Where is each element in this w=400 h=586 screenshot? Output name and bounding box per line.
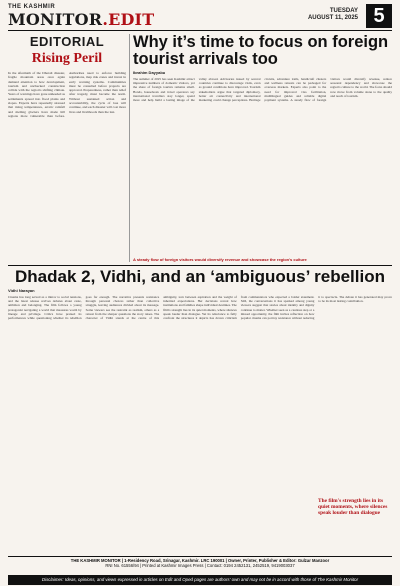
footer-divider: [8, 556, 392, 557]
page-number: 5: [366, 4, 392, 28]
brand-edit: .EDIT: [102, 10, 155, 29]
brand-main: MONITOR: [8, 10, 103, 29]
tourism-article: [133, 34, 392, 262]
brand-logo: [8, 10, 154, 29]
header-divider: [8, 30, 392, 31]
editorial-headline: Rising Peril: [31, 51, 103, 66]
section-divider: [8, 265, 392, 266]
tourism-body: The summer of 2025 has seen Kashmir attract impressive numbers of domestic visitors, yet the share of foreign tourists remains small. Hotels, houseboats and travel operators say international travellers stay longer, spend more and help build a lasting image of the valley abroad. Advisories issued by several countries continue to discourage visits, even as ground conditions have improved. Tourism stakeholders argue that targeted diplomacy, better air connectivity and international marketing could change perceptions. Heritage circuits, adventure trails, handicraft clusters and wellness retreats can be packaged for overseas markets. Experts also point to the need for improved visa facilitation, multilingual guides and reliable digital payment systems. A steady flow of foreign visitors would diversify revenue, reduce seasonal dependency and showcase the region's culture to the world. The focus should now move from volume alone to the quality and reach of tourism.: [133, 77, 392, 103]
footer-imprint: [8, 558, 392, 569]
editorial-body: In the aftermath of the Dharali disaster, fragile mountain areas once again demand attention to how development, tourism and unchecked construction collide with the region's shifting climate. Years of warnings have gone unheeded as settlements spread into flood plains and slopes. Experts have repeatedly stressed that rising temperatures, erratic rainfall and melting glaciers have made hill regions more vulnerable than before. Authorities need to enforce building regulations, map risk zones and invest in early warning systems. Communities must be consulted before projects are approved. Preparedness, rather than relief after tragedy, must become the norm. Without sustained action and accountability, the cycle of loss will continue, and each disaster will cost more lives and livelihoods than the last.: [8, 71, 126, 118]
issue-date-text: AUGUST 11, 2025: [307, 15, 358, 21]
tourism-highlight: A steady flow of foreign visitors would diversify revenue and showcase the region's culture: [133, 257, 307, 262]
disclaimer-bar: Disclaimer: Ideas, opinions, and views expressed in articles on Edit and Oped pages are authors' own and may not be in accord with those of The Kashmir Monitor: [8, 575, 392, 585]
masthead: [8, 4, 392, 30]
footer-line1: THE KASHMIR MONITOR | 1-Residency Road, Srinagar, Kashmir. LRC 190001 | Owner, Printer, Publisher & Editor: Gulzar Manzoor: [70, 558, 330, 563]
issue-date: [288, 8, 358, 22]
tourism-headline: Why it’s time to focus on foreign tourist arrivals too: [133, 33, 389, 68]
tourism-byline: Ibrahim Dayyabu: [133, 70, 166, 75]
film-byline: Vidhi Narayan: [8, 288, 35, 293]
film-article: [8, 268, 392, 554]
editorial-column: [8, 34, 126, 264]
film-headline: Dhadak 2, Vidhi, and an ‘ambiguous’ rebellion: [15, 267, 385, 286]
film-pull-quote: The film's strength lies in its quiet moments, where silences speak louder than dialogue: [318, 498, 388, 517]
footer-line2: RNI No. 61556/94 | Printed at Kashmir Images Press | Contact: 0194 2452131, 2452519, 9419003037: [105, 563, 295, 569]
film-body: Cinema has long served as a mirror to social tensions, and the latest release revives debates about caste, ambition and belonging. The film follows a young protagonist navigating a world that measures worth by lineage and privilege. Critics have praised its performances while questioning whether its rebellion goes far enough. The narrative presents resistance through personal choices rather than collective struggle, leaving audiences divided about its message. Some viewers see the restraint as realism, others as a retreat from the sharper questions the story raises. The character of Vidhi stands at the centre of this ambiguity, torn between aspiration and the weight of inherited expectations. Her decisions reveal how institutions and families shape individual destinies. The film's strength lies in its quiet moments, where silences speak louder than dialogue. Yet its reluctance to fully confront the structures it depicts has drawn criticism from commentators who expected a bolder statement. Still, the conversations it has sparked among young viewers suggest that stories about identity and dignity continue to matter. Whether seen as a cautious step or a missed opportunity, the film invites reflection on how popular cinema can portray resistance without reducing it to spectacle. The debate it has generated may prove to be its most lasting contribution.: [8, 295, 392, 321]
brand-top: THE KASHMIR: [8, 4, 56, 10]
editorial-section-label: EDITORIAL: [29, 34, 105, 49]
issue-day: TUESDAY: [329, 8, 358, 14]
column-divider: [129, 34, 130, 262]
